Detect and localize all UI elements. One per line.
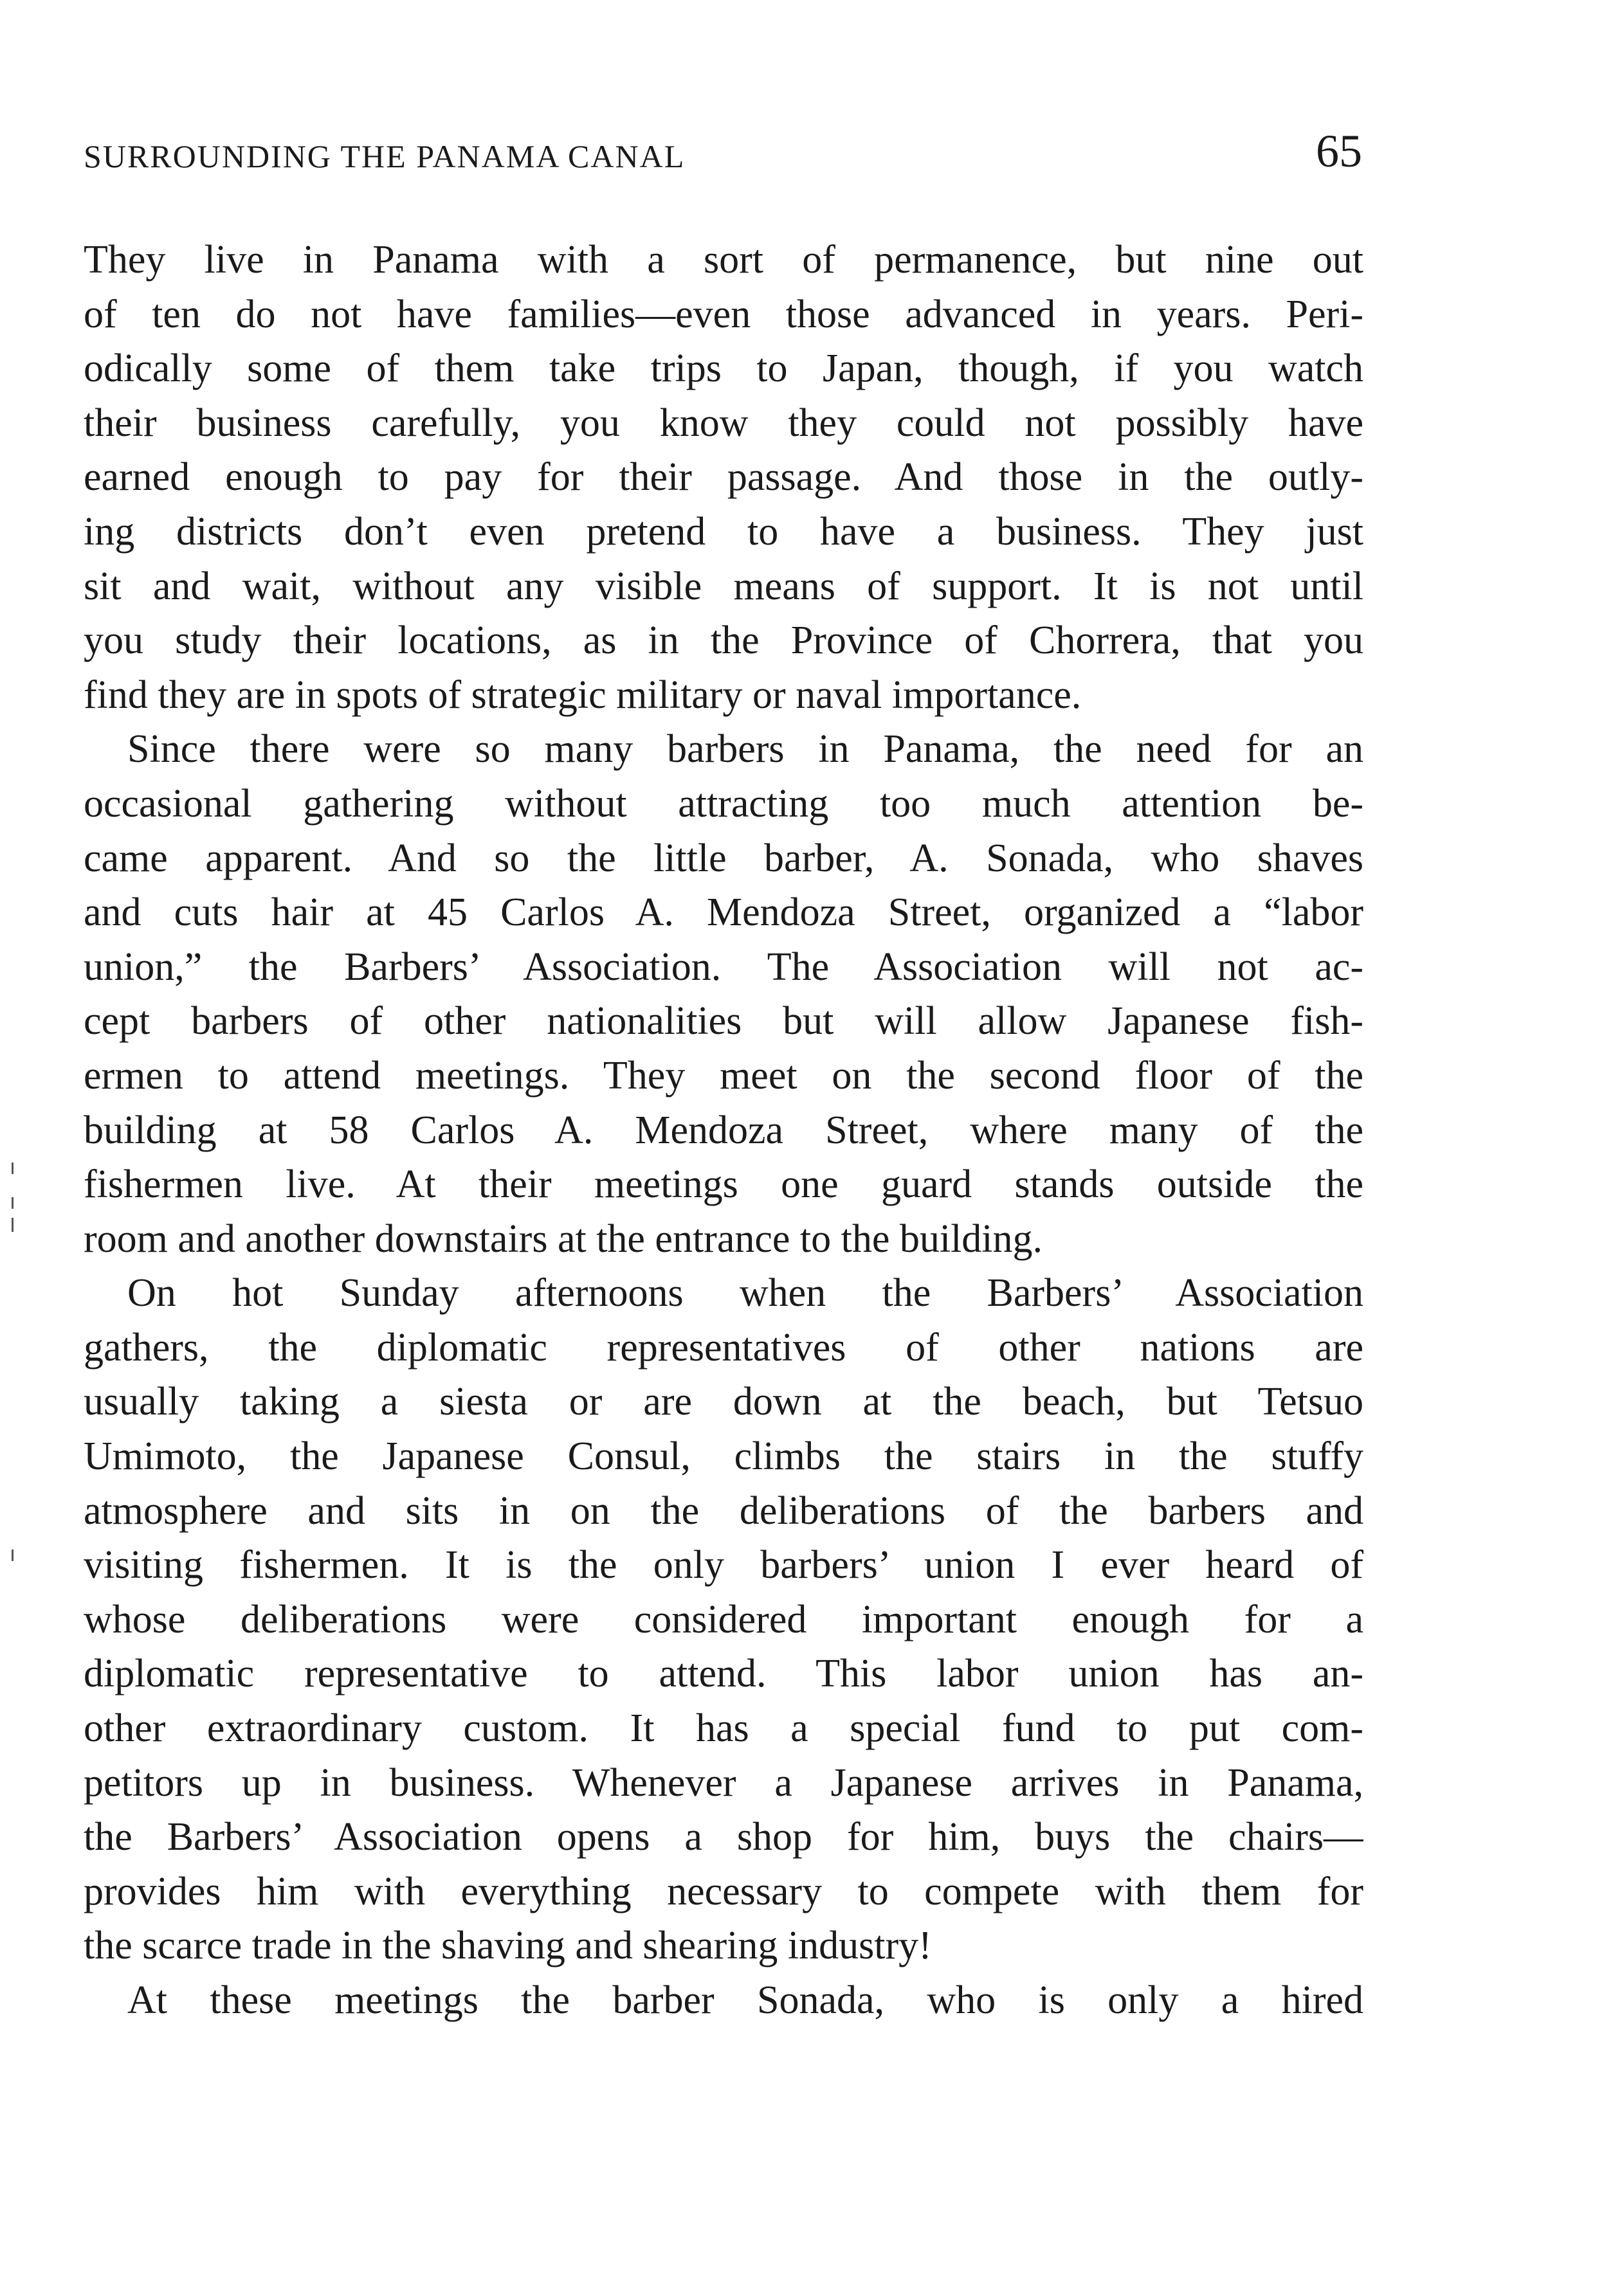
text-line: At these meetings the barber Sonada, who is only a hired: [127, 1978, 1363, 2022]
text-line: ermen to attend meetings. They meet on the second floor of the: [84, 1053, 1363, 1098]
text-line: diplomatic representative to attend. This labor union has an-: [84, 1652, 1363, 1696]
text-line: ing districts don’t even pretend to have a business. They just: [84, 509, 1363, 554]
text-line: you study their locations, as in the Province of Chorrera, that you: [84, 619, 1363, 663]
text-line: provides him with everything necessary to compete with them for: [84, 1869, 1363, 1913]
text-line: petitors up in business. Whenever a Japanese arrives in Panama,: [84, 1760, 1363, 1805]
running-title: SURROUNDING THE PANAMA CANAL: [84, 138, 686, 174]
text-line: visiting fishermen. It is the only barbers’ union I ever heard of: [84, 1543, 1363, 1587]
text-line: their business carefully, you know they could not possibly have: [84, 401, 1363, 445]
text-line: cept barbers of other nationalities but will allow Japanese fish-: [84, 999, 1363, 1044]
text-line: earned enough to pay for their passage. And those in the outly-: [84, 455, 1363, 500]
text-line: the scarce trade in the shaving and shearing industry!: [84, 1924, 932, 1968]
body-text: [84, 233, 1363, 2028]
text-line: Umimoto, the Japanese Consul, climbs the stairs in the stuffy: [84, 1434, 1363, 1479]
text-line: and cuts hair at 45 Carlos A. Mendoza Street, organized a “labor: [84, 890, 1363, 935]
text-line: On hot Sunday afternoons when the Barbers’ Association: [127, 1271, 1363, 1315]
running-head: [84, 125, 1362, 183]
margin-mark: [12, 1197, 14, 1209]
paragraph: [84, 1973, 1363, 2028]
page-number: 65: [1316, 125, 1362, 177]
margin-mark: [12, 1218, 14, 1232]
text-line: atmosphere and sits in on the deliberations of the barbers and: [84, 1488, 1363, 1533]
margin-mark: [12, 1550, 14, 1561]
text-line: other extraordinary custom. It has a special fund to put com-: [84, 1706, 1363, 1751]
paragraph: [84, 233, 1363, 722]
text-line: They live in Panama with a sort of permanence, but nine out: [84, 238, 1363, 282]
text-line: Since there were so many barbers in Panama, the need for an: [127, 727, 1363, 772]
text-line: whose deliberations were considered important enough for a: [84, 1597, 1363, 1641]
text-line: room and another downstairs at the entrance to the building.: [84, 1216, 1043, 1261]
text-line: union,” the Barbers’ Association. The Association will not ac-: [84, 945, 1363, 989]
text-line: fishermen live. At their meetings one guard stands outside the: [84, 1162, 1363, 1207]
text-line: odically some of them take trips to Japan, though, if you watch: [84, 347, 1363, 391]
text-line: building at 58 Carlos A. Mendoza Street, where many of the: [84, 1108, 1363, 1152]
text-line: the Barbers’ Association opens a shop for him, buys the chairs—: [84, 1815, 1363, 1859]
text-line: gathers, the diplomatic representatives of other nations are: [84, 1325, 1363, 1369]
text-line: came apparent. And so the little barber, A. Sonada, who shaves: [84, 836, 1363, 880]
text-line: sit and wait, without any visible means of support. It is not until: [84, 564, 1363, 608]
text-line: find they are in spots of strategic military or naval importance.: [84, 673, 1082, 717]
margin-mark: [12, 1162, 14, 1174]
text-line: of ten do not have families—even those advanced in years. Peri-: [84, 292, 1363, 336]
paragraph: [84, 722, 1363, 1266]
text-line: occasional gathering without attracting too much attention be-: [84, 781, 1363, 826]
paragraph: [84, 1266, 1363, 1973]
text-line: usually taking a siesta or are down at the beach, but Tetsuo: [84, 1380, 1363, 1424]
